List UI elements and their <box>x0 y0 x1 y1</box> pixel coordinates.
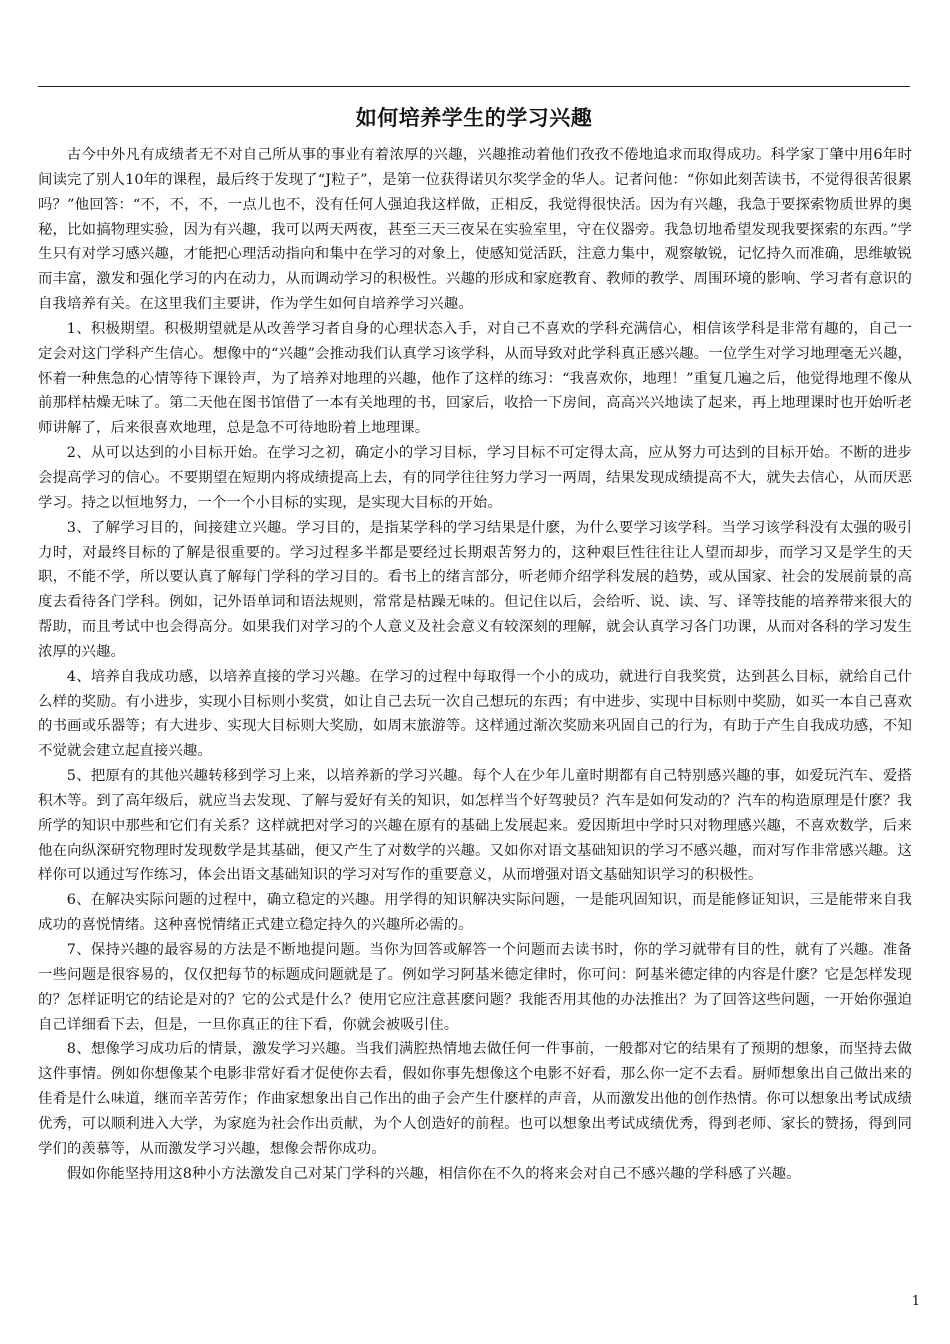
paragraph-method-1: 1、积极期望。积极期望就是从改善学习者自身的心理状态入手，对自己不喜欢的学科充满信心，相信该学科是非常有趣的，自己一定会对这门学科产生信心。想像中的“兴趣”会推动我们认真学习该学科，从而导致对此学科真正感兴趣。一位学生对学习地理毫无兴趣，怀着一种焦急的心情等待下课铃声，为了培养对地理的兴趣，他作了这样的练习：“我喜欢你，地理！”重复几遍之后，他觉得地理不像从前那样枯燥无味了。第二天他在图书馆借了一本有关地理的书，回家后，收拾一下房间，高高兴兴地读了起来，再上地理课时也开始听老师讲解了，后来很喜欢地理，总是急不可待地盼着上地理课。 <box>38 320 912 437</box>
paragraph-conclusion: 假如你能坚持用这8种小方法激发自己对某门学科的兴趣，相信你在不久的将来会对自己不感兴趣的学科感了兴趣。 <box>66 1165 801 1182</box>
page-number: 1 <box>911 1294 920 1309</box>
paragraph-method-2: 2、从可以达到的小目标开始。在学习之初，确定小的学习目标，学习目标不可定得太高，应从努力可达到的目标开始。不断的进步会提高学习的信心。不要期望在短期内将成绩提高上去，有的同学往往努力学习一两周，结果发现成绩提高不大，就失去信心，从而厌恶学习。持之以恒地努力，一个一个小目标的实现，是实现大目标的开始。 <box>38 445 912 511</box>
document-body <box>38 143 912 1186</box>
header-rule <box>38 86 910 87</box>
paragraph-method-3: 3、了解学习目的，间接建立兴趣。学习目的，是指某学科的学习结果是什麽，为什么要学习该学科。当学习该学科没有太强的吸引力时，对最终目标的了解是很重要的。学习过程多半都是要经过长期艰苦努力的，这种艰巨性往往让人望而却步，而学习又是学生的天职，不能不学，所以要认真了解每门学科的学习目的。看书上的绪言部分，听老师介绍学科发展的趋势，或从国家、社会的发展前景的高度去看待各门学科。例如，记外语单词和语法规则，常常是枯躁无味的。但记住以后，会给听、说、读、写、译等技能的培养带来很大的帮助，而且考试中也会得高分。如果我们对学习的个人意义及社会意义有较深刻的理解，就会认真学习各门功课，从而对各科的学习发生浓厚的兴趣。 <box>38 519 912 660</box>
paragraph-method-7: 7、保持兴趣的最容易的方法是不断地提问题。当你为回答或解答一个问题而去读书时，你的学习就带有目的性，就有了兴趣。准备一些问题是很容易的，仅仅把每节的标题成问题就是了。例如学习阿基米德定律时，你可问：阿基米德定律的内容是什麽？它是怎样发现的？怎样证明它的结论是对的？它的公式是什么？使用它应注意甚麽问题？我能否用其他的办法推出？为了回答这些问题，一开始你强迫自己详细看下去，但是，一旦你真正的往下看，你就会被吸引住。 <box>38 942 912 1033</box>
paragraph-intro: 古今中外凡有成绩者无不对自己所从事的事业有着浓厚的兴趣，兴趣推动着他们孜孜不倦地追求而取得成功。科学家丁肇中用6年时间读完了别人10年的课程，最后终于发现了“J粒子”，是第一位获得诺贝尔奖学金的华人。记者问他：“你如此刻苦读书，不觉得很苦很累吗？”他回答：“不，不，不，一点儿也不，没有任何人强迫我这样做，正相反，我觉得很快活。因为有兴趣，我急于要探索物质世界的奥秘，比如搞物理实验，因为有兴趣，我可以两天两夜，甚至三天三夜呆在实验室里，守在仪器旁。我急切地希望发现我要探索的东西。”学生只有对学习感兴趣，才能把心理活动指向和集中在学习的对象上，使感知觉活跃，注意力集中，观察敏锐，记忆持久而准确，思维敏锐而丰富，激发和强化学习的内在动力，从而调动学习的积极性。兴趣的形成和家庭教育、教师的教学、周围环境的影响、学习者有意识的自我培养有关。在这里我们主要讲，作为学生如何自培养学习兴趣。 <box>38 147 912 313</box>
paragraph-method-6: 6、在解决实际问题的过程中，确立稳定的兴趣。用学得的知识解决实际问题，一是能巩固知识，而是能修证知识，三是能带来自我成功的喜悦情绪。这种喜悦情绪正式建立稳定持久的兴趣所必需的。 <box>38 892 912 934</box>
paragraph-method-4: 4、培养自我成功感，以培养直接的学习兴趣。在学习的过程中每取得一个小的成功，就进行自我奖赏，达到甚么目标，就给自己什么样的奖励。有小进步，实现小目标则小奖赏，如让自己去玩一次自己想玩的东西；有中进步、实现中目标则中奖励，如买一本自己喜欢的书画或乐器等；有大进步、实现大目标则大奖励，如周末旅游等。这样通过渐次奖励来巩固自己的行为，有助于产生自我成功感，不知不觉就会建立起直接兴趣。 <box>38 668 912 760</box>
document-title: 如何培养学生的学习兴趣 <box>355 105 593 130</box>
paragraph-method-8: 8、想像学习成功后的情景，激发学习兴趣。当我们满腔热情地去做任何一件事前，一般都对它的结果有了预期的想象，而坚持去做这件事情。例如你想像某个电影非常好看才促使你去看，假如你事先想像这个电影不好看，那么你一定不去看。厨师想象出自己做出来的佳肴是什么味道，继而辛苦劳作；作曲家想象出自己作出的曲子会产生什麽样的声音，从而激发出他的创作热情。你可以想象出考试成绩优秀，可以顺利进入大学，为家庭为社会作出贡献，为个人创造好的前程。也可以想象出考试成绩优秀，得到老师、家长的赞扬，得到同学们的羡慕等，从而激发学习兴趣，想像会帮你成功。 <box>38 1041 912 1157</box>
paragraph-method-5: 5、把原有的其他兴趣转移到学习上来，以培养新的学习兴趣。每个人在少年儿童时期都有自己特别感兴趣的事，如爱玩汽车、爱搭积木等。到了高年级后，就应当去发现、了解与爱好有关的知识，如怎样当个好驾驶员？汽车是如何发动的？汽车的构造原理是什麽？我所学的知识中那些和它们有关系？这样就把对学习的兴趣在原有的基础上发展起来。爱因斯坦中学时只对物理感兴趣，不喜欢数学，后来他在向纵深研究物理时发现数学是其基础，便又产生了对数学的兴趣。又如你对语文基础知识的学习不感兴趣，而对写作非常感兴趣。这样你可以通过写作练习，体会出语文基础知识的学习对写作的重要意义，从而增强对语文基础知识学习的积极性。 <box>38 768 912 884</box>
